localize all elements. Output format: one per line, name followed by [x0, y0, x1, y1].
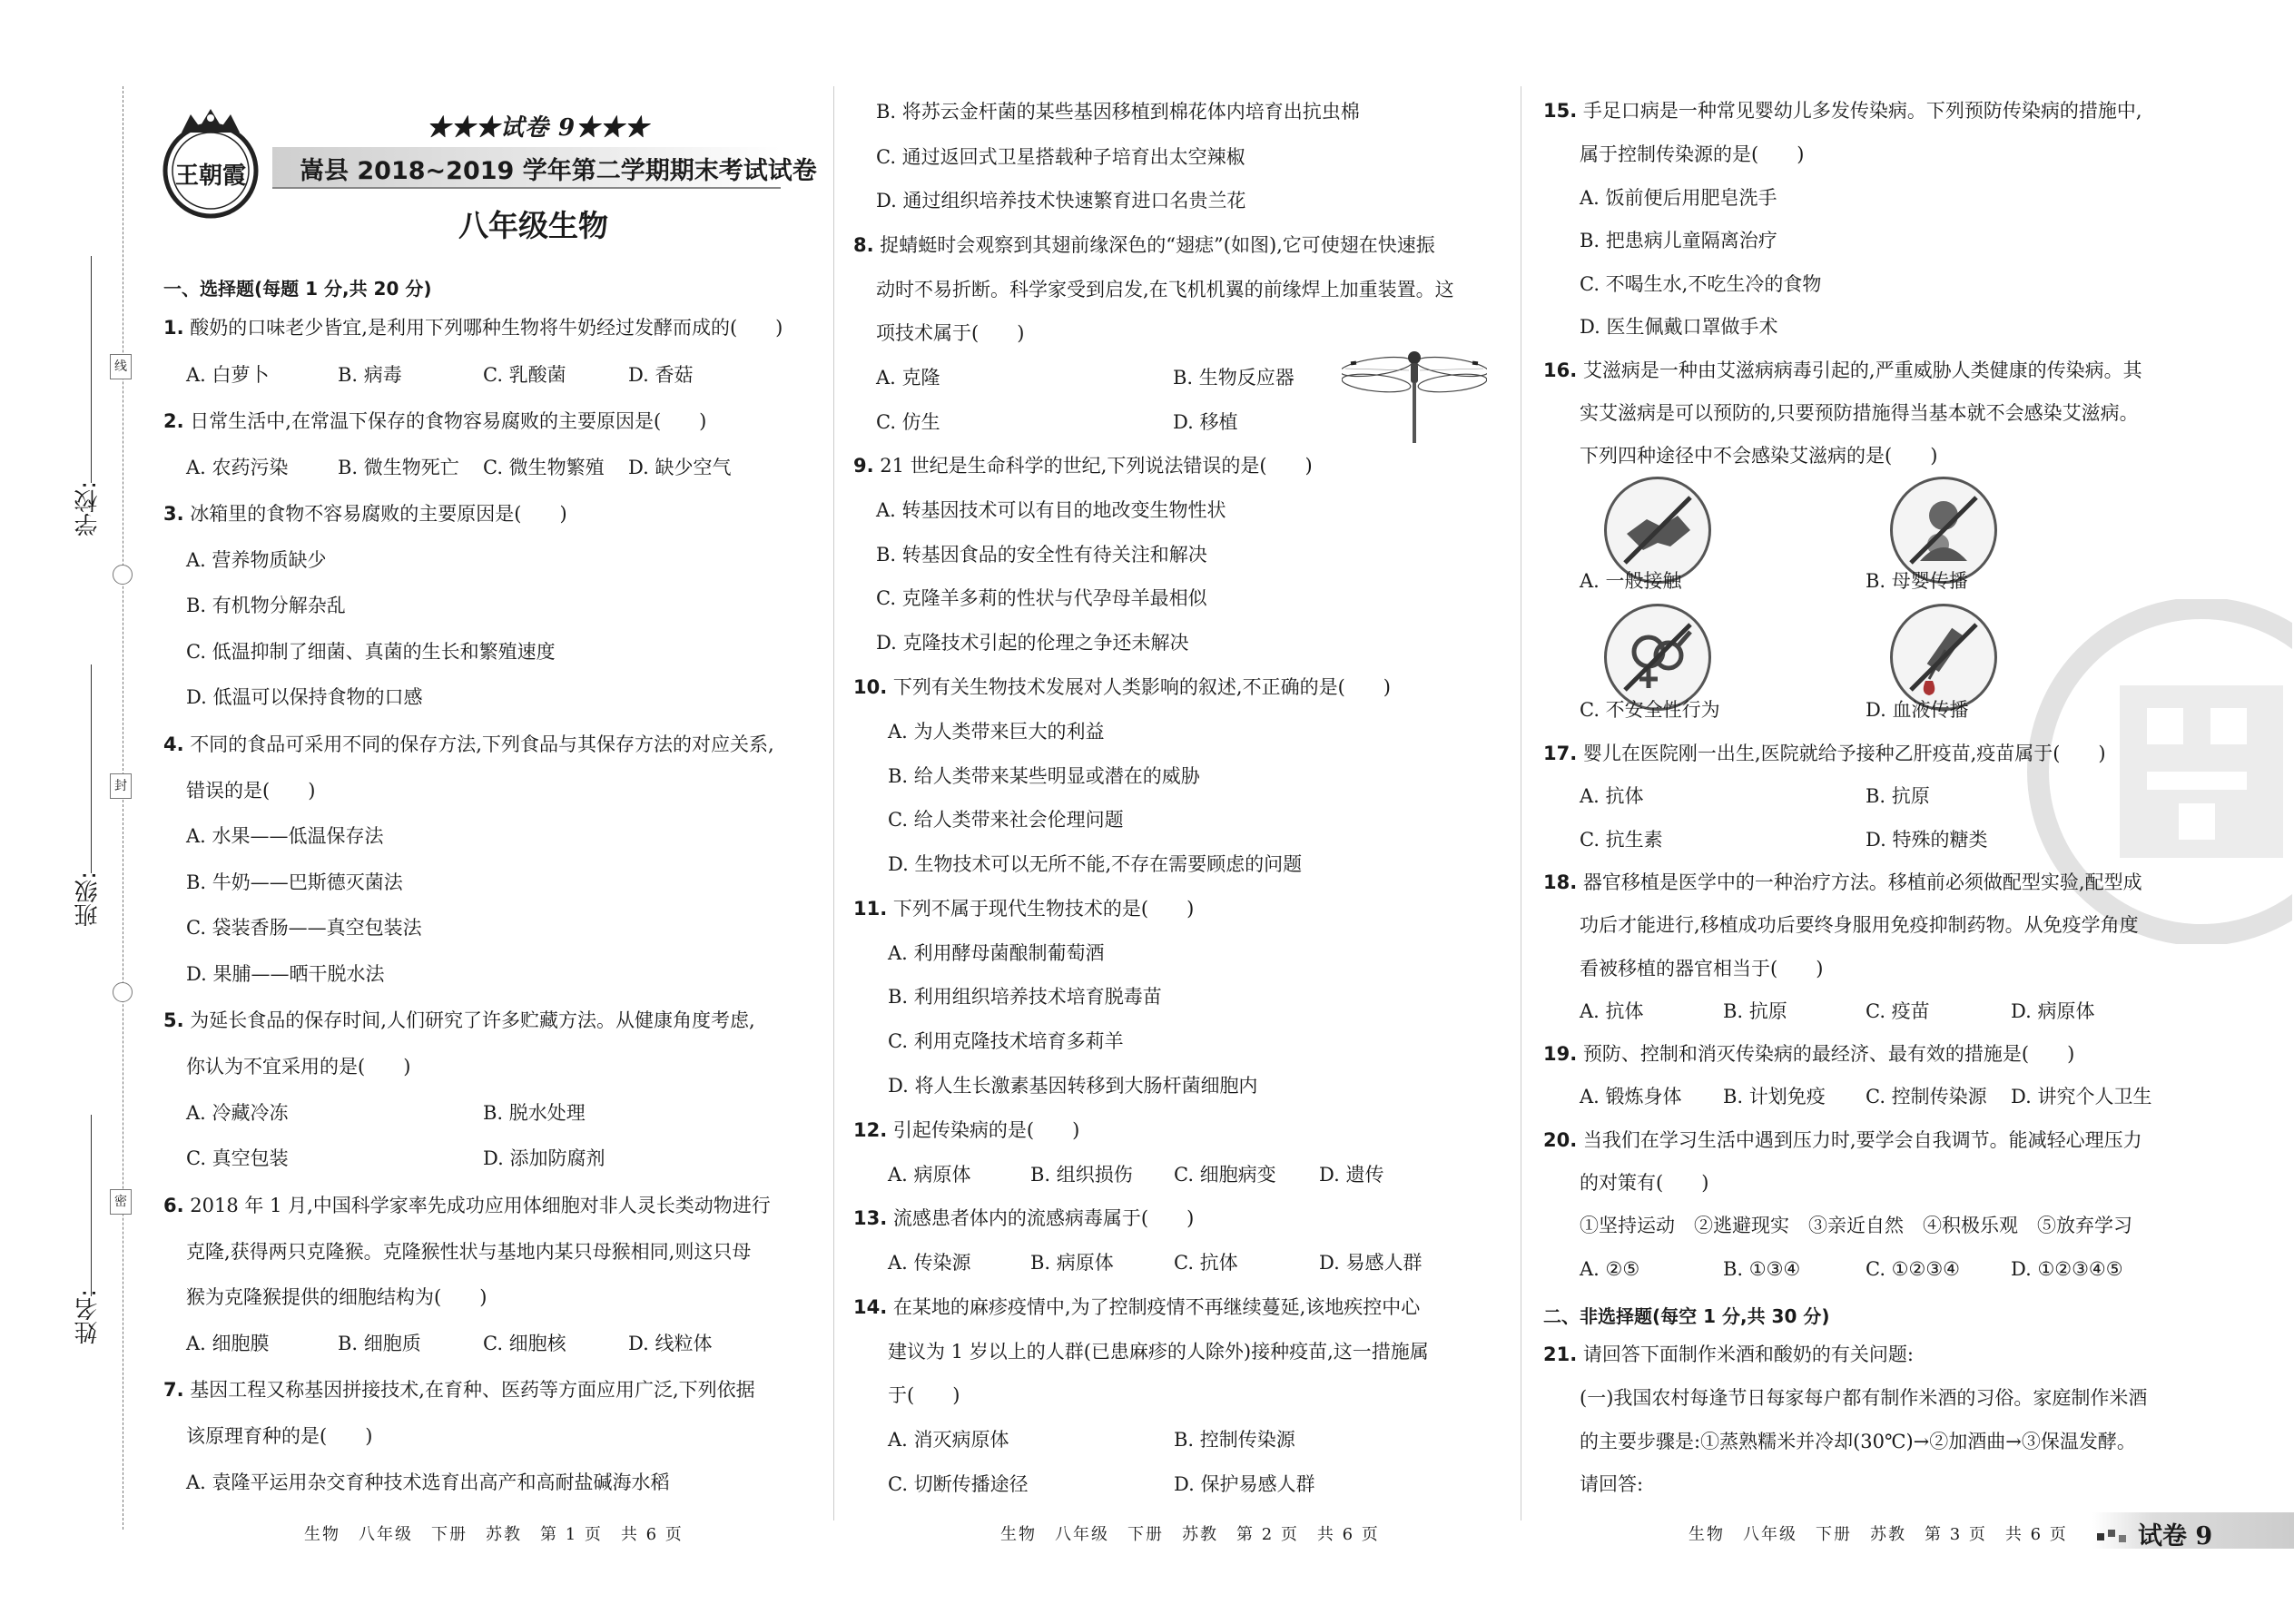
question-text: 基因工程又称基因拼接技术,在育种、医药等方面应用广泛,下列依据	[190, 1379, 755, 1401]
q18-option-d[interactable]: D. 病原体	[2011, 1000, 2095, 1022]
q4-option-c[interactable]: C. 袋装香肠——真空包装法	[186, 917, 422, 939]
q18-option-b[interactable]: B. 抗原	[1723, 1000, 1787, 1022]
question-5-line-2: 你认为不宜采用的是( )	[186, 1056, 411, 1078]
q5-option-d[interactable]: D. 添加防腐剂	[483, 1147, 605, 1169]
question-number: 19.	[1543, 1043, 1578, 1065]
q4-option-a[interactable]: A. 水果——低温保存法	[186, 825, 384, 847]
question-21-line-1: (一)我国农村每逢节日每家每户都有制作米酒的习俗。家庭制作米酒	[1580, 1387, 2148, 1409]
question-number: 21.	[1543, 1343, 1578, 1365]
question-11	[853, 895, 1194, 922]
question-4-line-2: 错误的是( )	[186, 780, 316, 802]
question-number: 2.	[163, 410, 184, 432]
class-label: 班级:	[74, 871, 102, 927]
question-text: 当我们在学习生活中遇到压力时,要学会自我调节。能减轻心理压力	[1582, 1129, 2142, 1151]
question-number: 18.	[1543, 871, 1578, 893]
question-6	[163, 1192, 771, 1219]
q15-option-c[interactable]: C. 不喝生水,不吃生冷的食物	[1580, 273, 1822, 295]
exam-badge: ★★★试卷 9★★★	[427, 114, 650, 142]
q11-option-c[interactable]: C. 利用克隆技术培育多莉羊	[888, 1030, 1124, 1052]
q2-option-d[interactable]: D. 缺少空气	[628, 457, 732, 478]
dragonfly-illustration	[1342, 345, 1487, 450]
q11-option-a[interactable]: A. 利用酵母菌酿制葡萄酒	[888, 942, 1105, 964]
q14-option-b[interactable]: B. 控制传染源	[1174, 1429, 1295, 1451]
brand-logo	[156, 107, 265, 220]
q19-option-a[interactable]: A. 锻炼身体	[1580, 1086, 1682, 1107]
q1-option-c[interactable]: C. 乳酸菌	[483, 364, 566, 386]
q2-option-c[interactable]: C. 微生物繁殖	[483, 457, 605, 478]
q3-option-d[interactable]: D. 低温可以保持食物的口感	[186, 686, 423, 708]
q3-option-a[interactable]: A. 营养物质缺少	[186, 549, 327, 571]
question-text: 冰箱里的食物不容易腐败的主要原因是( )	[190, 503, 567, 525]
question-number: 10.	[853, 676, 888, 698]
question-7-line-2: 该原理育种的是( )	[186, 1425, 373, 1447]
question-4	[163, 731, 774, 758]
q6-option-c[interactable]: C. 细胞核	[483, 1333, 566, 1354]
q6-option-a[interactable]: A. 细胞膜	[186, 1333, 270, 1354]
q6-option-d[interactable]: D. 线粒体	[628, 1333, 713, 1354]
question-17	[1543, 740, 2106, 767]
question-18	[1543, 869, 2142, 896]
question-14-line-2: 建议为 1 岁以上的人群(已患麻疹的人除外)接种疫苗,这一措施属	[888, 1341, 1429, 1363]
question-number: 9.	[853, 455, 874, 477]
question-text: 下列有关生物技术发展对人类影响的叙述,不正确的是( )	[892, 676, 1391, 698]
binding-hole-1	[113, 565, 133, 585]
q5-option-a[interactable]: A. 冷藏冷冻	[186, 1102, 289, 1124]
question-number: 11.	[853, 898, 888, 920]
question-text: 21 世纪是生命科学的世纪,下列说法错误的是( )	[880, 455, 1313, 477]
question-text: 捉蜻蜓时会观察到其翅前缘深色的“翅痣”(如图),它可使翅在快速振	[880, 234, 1435, 256]
q10-option-a[interactable]: A. 为人类带来巨大的利益	[888, 721, 1105, 743]
question-number: 1.	[163, 317, 184, 339]
q7-option-d[interactable]: D. 通过组织培养技术快速繁育进口名贵兰花	[876, 190, 1246, 212]
q20-option-c[interactable]: C. ①②③④	[1866, 1258, 1960, 1280]
q13-option-a[interactable]: A. 传染源	[888, 1252, 971, 1274]
q17-option-d[interactable]: D. 特殊的糖类	[1866, 829, 1988, 851]
question-21-line-3: 请回答:	[1580, 1473, 1644, 1495]
question-number: 4.	[163, 733, 184, 755]
syringe-icon	[1890, 604, 1997, 711]
question-text: 2018 年 1 月,中国科学家率先成功应用体细胞对非人灵长类动物进行	[190, 1195, 771, 1216]
question-8-line-2: 动时不易折断。科学家受到启发,在飞机机翼的前缘焊上加重装置。这	[876, 279, 1454, 300]
q6-option-b[interactable]: B. 细胞质	[338, 1333, 421, 1354]
question-number: 7.	[163, 1379, 184, 1401]
question-text: 酸奶的口味老少皆宜,是利用下列哪种生物将牛奶经过发酵而成的( )	[190, 317, 783, 339]
q15-option-b[interactable]: B. 把患病儿童隔离治疗	[1580, 230, 1777, 251]
school-label: 学校:	[74, 481, 102, 536]
q8-option-c[interactable]: C. 仿生	[876, 411, 940, 433]
q7-option-a[interactable]: A. 袁隆平运用杂交育种技术选育出高产和高耐盐碱海水稻	[186, 1471, 670, 1493]
question-16	[1543, 357, 2142, 384]
question-15	[1543, 97, 2142, 124]
footer-page-1: 生物 八年级 下册 苏教 第 1 页 共 6 页	[304, 1525, 684, 1544]
q12-option-c[interactable]: C. 细胞病变	[1174, 1164, 1276, 1186]
question-number: 5.	[163, 1009, 184, 1031]
q20-option-b[interactable]: B. ①③④	[1723, 1258, 1801, 1280]
q1-option-b[interactable]: B. 病毒	[338, 364, 402, 386]
question-19	[1543, 1040, 2074, 1068]
question-text: 在某地的麻疹疫情中,为了控制疫情不再继续蔓延,该地疾控中心	[892, 1296, 1421, 1318]
q20-option-d[interactable]: D. ①②③④⑤	[2011, 1258, 2123, 1280]
q16-option-d[interactable]: D. 血液传播	[1866, 699, 1969, 721]
question-14-line-3: 于( )	[888, 1384, 960, 1406]
question-20	[1543, 1127, 2142, 1154]
q1-option-d[interactable]: D. 香菇	[628, 364, 694, 386]
question-6-line-2: 克隆,获得两只克隆猴。克隆猴性状与基地内某只母猴相同,则这只母	[186, 1241, 752, 1263]
q9-option-b[interactable]: B. 转基因食品的安全性有待关注和解决	[876, 544, 1207, 566]
question-text: 引起传染病的是( )	[892, 1119, 1080, 1141]
binding-mark-line: 线	[110, 354, 132, 379]
q12-option-d[interactable]: D. 遗传	[1319, 1164, 1384, 1186]
q8-option-b[interactable]: B. 生物反应器	[1173, 367, 1295, 389]
q14-option-c[interactable]: C. 切断传播途径	[888, 1473, 1029, 1495]
question-6-line-3: 猴为克隆猴提供的细胞结构为( )	[186, 1286, 487, 1308]
q18-option-c[interactable]: C. 疫苗	[1866, 1000, 1930, 1022]
q19-option-b[interactable]: B. 计划免疫	[1723, 1086, 1826, 1107]
q16-option-a[interactable]: A. 一般接触	[1580, 570, 1682, 592]
section-2-title: 二、非选择题(每空 1 分,共 30 分)	[1543, 1305, 1830, 1327]
q19-option-c[interactable]: C. 控制传染源	[1866, 1086, 1987, 1107]
column-divider-1	[833, 86, 834, 1521]
question-3	[163, 500, 567, 527]
q4-option-b[interactable]: B. 牛奶——巴斯德灭菌法	[186, 871, 403, 893]
name-underline	[91, 1115, 92, 1296]
question-text: 器官移植是医学中的一种治疗方法。移植前必须做配型实验,配型成	[1582, 871, 2142, 893]
q11-option-d[interactable]: D. 将人生长激素基因转移到大肠杆菌细胞内	[888, 1075, 1258, 1097]
question-14	[853, 1294, 1420, 1321]
q15-option-a[interactable]: A. 饭前便后用肥皂洗手	[1580, 187, 1777, 209]
q3-option-b[interactable]: B. 有机物分解杂乱	[186, 595, 346, 616]
q7-option-b[interactable]: B. 将苏云金杆菌的某些基因移植到棉花体内培育出抗虫棉	[876, 101, 1360, 123]
q14-option-d[interactable]: D. 保护易感人群	[1174, 1473, 1315, 1495]
question-text: 为延长食品的保存时间,人们研究了许多贮藏方法。从健康角度考虑,	[190, 1009, 755, 1031]
footer-page-3: 生物 八年级 下册 苏教 第 3 页 共 6 页	[1689, 1525, 2068, 1544]
name-label: 姓名:	[74, 1289, 102, 1344]
question-9	[853, 452, 1313, 479]
question-text: 艾滋病是一种由艾滋病病毒引起的,严重威胁人类健康的传染病。其	[1582, 359, 2142, 381]
question-text: 婴儿在医院刚一出生,医院就给予接种乙肝疫苗,疫苗属于( )	[1582, 743, 2106, 764]
q17-option-a[interactable]: A. 抗体	[1580, 785, 1644, 807]
question-text: 流感患者体内的流感病毒属于( )	[892, 1207, 1195, 1229]
class-underline	[91, 664, 92, 873]
q7-option-c[interactable]: C. 通过返回式卫星搭载种子培育出太空辣椒	[876, 146, 1245, 168]
binding-hole-2	[113, 982, 133, 1002]
question-13	[853, 1205, 1194, 1232]
binding-mark-seal: 封	[110, 773, 132, 799]
q10-option-c[interactable]: C. 给人类带来社会伦理问题	[888, 809, 1124, 831]
q8-option-a[interactable]: A. 克隆	[876, 367, 940, 389]
q9-option-c[interactable]: C. 克隆羊多莉的性状与代孕母羊最相似	[876, 587, 1207, 609]
question-number: 17.	[1543, 743, 1578, 764]
q13-option-d[interactable]: D. 易感人群	[1319, 1252, 1423, 1274]
q16-option-c[interactable]: C. 不安全性行为	[1580, 699, 1720, 721]
q11-option-b[interactable]: B. 利用组织培养技术培育脱毒苗	[888, 986, 1162, 1008]
q4-option-d[interactable]: D. 果脯——晒干脱水法	[186, 963, 385, 985]
question-2	[163, 408, 706, 435]
q2-option-b[interactable]: B. 微生物死亡	[338, 457, 459, 478]
paper-tab-label: 试卷 9	[2138, 1522, 2213, 1550]
q13-option-c[interactable]: C. 抗体	[1174, 1252, 1238, 1274]
q20-option-a[interactable]: A. ②⑤	[1580, 1258, 1640, 1280]
question-12	[853, 1117, 1079, 1144]
question-16-line-3: 下列四种途径中不会感染艾滋病的是( )	[1580, 445, 1938, 467]
question-21-line-2: 的主要步骤是:①蒸熟糯米并冷却(30℃)→②加酒曲→③保温发酵。	[1580, 1431, 2136, 1452]
question-number: 13.	[853, 1207, 888, 1229]
subject-title: 八年级生物	[458, 208, 608, 243]
question-21	[1543, 1341, 1914, 1368]
q9-option-a[interactable]: A. 转基因技术可以有目的地改变生物性状	[876, 499, 1226, 521]
question-18-line-3: 看被移植的器官相当于( )	[1580, 958, 1824, 979]
q5-option-c[interactable]: C. 真空包装	[186, 1147, 289, 1169]
question-text: 预防、控制和消灭传染病的最经济、最有效的措施是( )	[1582, 1043, 2075, 1065]
footer-page-2: 生物 八年级 下册 苏教 第 2 页 共 6 页	[1000, 1525, 1380, 1544]
q3-option-c[interactable]: C. 低温抑制了细菌、真菌的生长和繁殖速度	[186, 641, 556, 663]
question-number: 8.	[853, 234, 874, 256]
question-8	[853, 231, 1435, 259]
question-1	[163, 314, 783, 341]
question-number: 16.	[1543, 359, 1578, 381]
logo-text: 王朝霞	[174, 162, 246, 190]
gender-symbols-icon	[1604, 604, 1711, 711]
question-number: 12.	[853, 1119, 888, 1141]
question-18-line-2: 功后才能进行,移植成功后要终身服用免疫抑制药物。从免疫学角度	[1580, 914, 2139, 936]
question-16-line-2: 实艾滋病是可以预防的,只要预防措施得当基本就不会感染艾滋病。	[1580, 402, 2139, 424]
exam-title: 嵩县 2018~2019 学年第二学期期末考试试卷	[300, 157, 817, 185]
question-15-line-2: 属于控制传染源的是( )	[1580, 143, 1805, 165]
section-1-title: 一、选择题(每题 1 分,共 20 分)	[163, 278, 432, 300]
question-text: 不同的食品可采用不同的保存方法,下列食品与其保存方法的对应关系,	[190, 733, 774, 755]
q19-option-d[interactable]: D. 讲究个人卫生	[2011, 1086, 2152, 1107]
q17-option-c[interactable]: C. 抗生素	[1580, 829, 1663, 851]
question-20-line-3: ①坚持运动 ②逃避现实 ③亲近自然 ④积极乐观 ⑤放弃学习	[1580, 1215, 2132, 1236]
q2-option-a[interactable]: A. 农药污染	[186, 457, 289, 478]
q9-option-d[interactable]: D. 克隆技术引起的伦理之争还未解决	[876, 632, 1189, 654]
question-number: 20.	[1543, 1129, 1578, 1151]
question-7	[163, 1376, 755, 1403]
question-text: 下列不属于现代生物技术的是( )	[892, 898, 1195, 920]
q13-option-b[interactable]: B. 病原体	[1030, 1252, 1114, 1274]
question-text: 请回答下面制作米酒和酸奶的有关问题:	[1582, 1343, 1914, 1365]
q5-option-b[interactable]: B. 脱水处理	[483, 1102, 586, 1124]
q16-option-b[interactable]: B. 母婴传播	[1866, 570, 1968, 592]
question-number: 15.	[1543, 100, 1578, 122]
paper-tab-dots	[2097, 1528, 2130, 1548]
question-10	[853, 674, 1391, 701]
q1-option-a[interactable]: A. 白萝卜	[186, 364, 270, 386]
question-text: 手足口病是一种常见婴幼儿多发传染病。下列预防传染病的措施中,	[1582, 100, 2142, 122]
binding-mark-secret: 密	[110, 1189, 132, 1215]
dragonfly-icon	[1342, 345, 1487, 447]
q14-option-a[interactable]: A. 消灭病原体	[888, 1429, 1009, 1451]
q17-option-b[interactable]: B. 抗原	[1866, 785, 1930, 807]
q15-option-d[interactable]: D. 医生佩戴口罩做手术	[1580, 316, 1778, 338]
question-8-line-3: 项技术属于( )	[876, 322, 1025, 344]
q10-option-d[interactable]: D. 生物技术可以无所不能,不存在需要顾虑的问题	[888, 853, 1303, 875]
question-5	[163, 1007, 755, 1034]
question-20-line-2: 的对策有( )	[1580, 1172, 1709, 1194]
question-number: 6.	[163, 1195, 184, 1216]
q8-option-d[interactable]: D. 移植	[1173, 411, 1238, 433]
q10-option-b[interactable]: B. 给人类带来某些明显或潜在的威胁	[888, 765, 1200, 787]
q12-option-b[interactable]: B. 组织损伤	[1030, 1164, 1133, 1186]
question-text: 日常生活中,在常温下保存的食物容易腐败的主要原因是( )	[190, 410, 707, 432]
q12-option-a[interactable]: A. 病原体	[888, 1164, 971, 1186]
question-number: 3.	[163, 503, 184, 525]
q18-option-a[interactable]: A. 抗体	[1580, 1000, 1644, 1022]
question-number: 14.	[853, 1296, 888, 1318]
school-underline	[91, 256, 92, 483]
